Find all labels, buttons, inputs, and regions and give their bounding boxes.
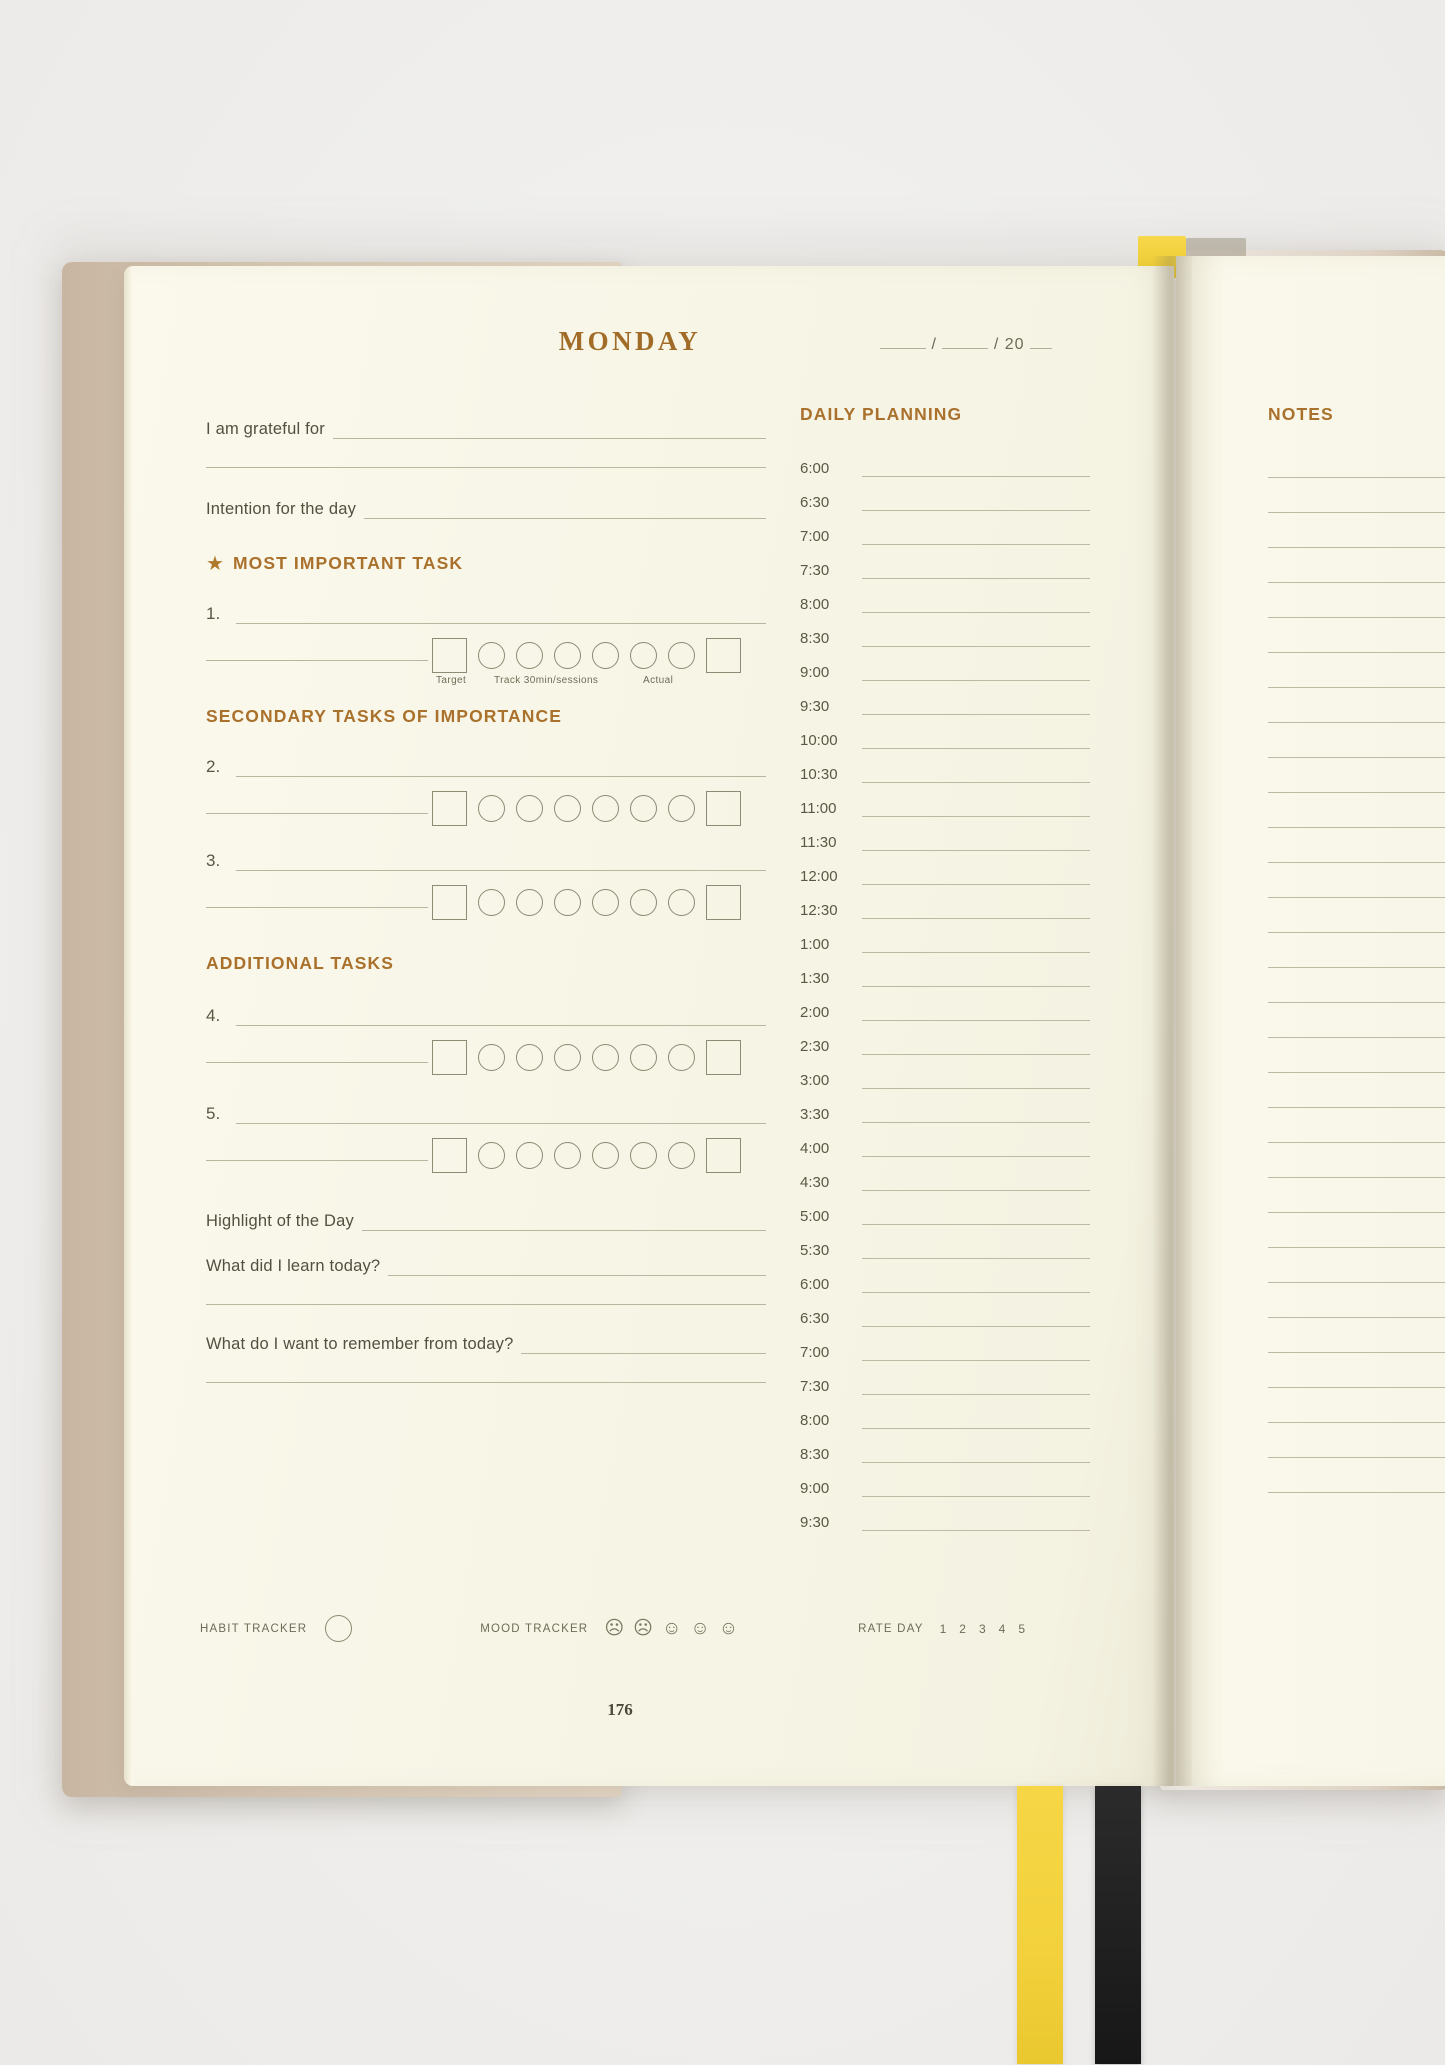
task-row-1[interactable] <box>206 604 766 624</box>
time-slot-row[interactable] <box>800 1429 1090 1463</box>
session-circle-3-3[interactable] <box>554 889 581 916</box>
time-slot-label: 7:00 <box>800 1344 830 1361</box>
time-slot-label: 1:00 <box>800 936 830 953</box>
time-slot-row[interactable] <box>800 443 1090 477</box>
highlight-row[interactable] <box>206 1212 766 1231</box>
time-slot-row[interactable] <box>800 1463 1090 1497</box>
actual-box-1[interactable] <box>706 638 741 673</box>
rate-day-value[interactable]: 3 <box>978 1621 986 1636</box>
note-input-line[interactable] <box>1268 863 1445 898</box>
time-slot-input-line[interactable] <box>862 596 1090 613</box>
date-separator-2: / 20 <box>993 336 1025 353</box>
time-slot-input-line[interactable] <box>862 1106 1090 1123</box>
time-slot-label: 8:00 <box>800 596 830 613</box>
time-slot-row[interactable] <box>800 681 1090 715</box>
time-slot-row[interactable] <box>800 1123 1090 1157</box>
time-slot-label: 9:30 <box>800 1514 830 1531</box>
task-number-5: 5. <box>206 1104 221 1123</box>
session-circle-2-4[interactable] <box>592 795 619 822</box>
remember-input-line[interactable] <box>521 1335 766 1354</box>
session-circle-5-5[interactable] <box>630 1142 657 1169</box>
session-circle-3-5[interactable] <box>630 889 657 916</box>
mood-face-icon[interactable]: ☹ <box>604 1618 625 1639</box>
mood-face-icon[interactable]: ☺ <box>690 1618 710 1639</box>
time-slot-input-line[interactable] <box>862 630 1090 647</box>
time-slot-input-line[interactable] <box>862 1174 1090 1191</box>
time-slot-row[interactable] <box>800 1259 1090 1293</box>
note-input-line[interactable] <box>1268 548 1445 583</box>
note-input-line[interactable] <box>1268 1423 1445 1458</box>
actual-box-3[interactable] <box>706 885 741 920</box>
time-slot-input-line[interactable] <box>862 664 1090 681</box>
note-input-line[interactable] <box>1268 1038 1445 1073</box>
note-input-line[interactable] <box>1268 688 1445 723</box>
session-circle-5-4[interactable] <box>592 1142 619 1169</box>
note-input-line[interactable] <box>1268 933 1445 968</box>
session-circle-1-6[interactable] <box>668 642 695 669</box>
grateful-label: I am grateful for <box>206 420 325 438</box>
time-slot-label: 12:30 <box>800 902 838 919</box>
time-slot-label: 4:00 <box>800 1140 830 1157</box>
time-slot-input-line[interactable] <box>862 732 1090 749</box>
mood-face-icon[interactable]: ☹ <box>633 1618 653 1639</box>
learn-input-line[interactable] <box>388 1257 766 1276</box>
time-slot-row[interactable] <box>800 1361 1090 1395</box>
session-tracker-5[interactable] <box>206 1130 766 1172</box>
session-circle-2-6[interactable] <box>668 795 695 822</box>
time-slot-row[interactable] <box>800 613 1090 647</box>
session-circle-4-1[interactable] <box>478 1044 505 1071</box>
additional-tasks-title: ADDITIONAL TASKS <box>206 953 395 973</box>
time-slot-label: 1:30 <box>800 970 830 987</box>
note-input-line[interactable] <box>1268 1178 1445 1213</box>
tracker-caption-track: Track 30min/sessions <box>494 675 599 686</box>
note-input-line[interactable] <box>1268 723 1445 758</box>
note-input-line[interactable] <box>1268 653 1445 688</box>
learn-input-line-2[interactable] <box>206 1304 766 1305</box>
time-slot-label: 6:00 <box>800 460 830 477</box>
task-row-2[interactable] <box>206 757 766 777</box>
mood-tracker-label: MOOD TRACKER <box>480 1622 589 1635</box>
note-input-line[interactable] <box>1268 758 1445 793</box>
time-slot-input-line[interactable] <box>862 1446 1090 1463</box>
time-slot-row[interactable] <box>800 1225 1090 1259</box>
session-circle-1-2[interactable] <box>516 642 543 669</box>
actual-box-5[interactable] <box>706 1138 741 1173</box>
time-slot-label: 2:30 <box>800 1038 830 1055</box>
page-left-edge <box>124 266 133 1786</box>
session-circle-1-5[interactable] <box>630 642 657 669</box>
note-input-line[interactable] <box>1268 1388 1445 1423</box>
time-slot-row[interactable] <box>800 1089 1090 1123</box>
grateful-row[interactable] <box>206 420 766 439</box>
time-slot-row[interactable] <box>800 715 1090 749</box>
session-circle-4-6[interactable] <box>668 1044 695 1071</box>
time-slot-input-line[interactable] <box>862 970 1090 987</box>
time-slot-label: 10:00 <box>800 732 838 749</box>
notes-title: NOTES <box>1268 404 1334 424</box>
time-slot-label: 6:00 <box>800 1276 830 1293</box>
time-slot-row[interactable] <box>800 1021 1090 1055</box>
tracker-caption-actual: Actual <box>643 675 674 686</box>
session-circle-4-4[interactable] <box>592 1044 619 1071</box>
rate-day-values[interactable] <box>940 1622 1025 1636</box>
notes-column <box>1268 404 1445 1493</box>
session-tracker-1[interactable] <box>206 630 766 686</box>
time-slot-row[interactable] <box>800 477 1090 511</box>
time-slot-label: 5:30 <box>800 1242 830 1259</box>
time-slot-input-line[interactable] <box>862 1344 1090 1361</box>
task-input-line-1b[interactable] <box>206 660 428 661</box>
left-column <box>206 420 766 1383</box>
note-input-line[interactable] <box>1268 1213 1445 1248</box>
time-slot-input-line[interactable] <box>862 834 1090 851</box>
tracker-boxes-2[interactable] <box>432 791 741 826</box>
session-circle-4-3[interactable] <box>554 1044 581 1071</box>
time-slot-row[interactable] <box>800 647 1090 681</box>
time-slot-row[interactable] <box>800 1293 1090 1327</box>
note-input-line[interactable] <box>1268 478 1445 513</box>
time-slot-row[interactable] <box>800 919 1090 953</box>
note-input-line[interactable] <box>1268 898 1445 933</box>
rate-day-value[interactable]: 1 <box>939 1621 947 1636</box>
rate-day-value[interactable]: 5 <box>1018 1621 1026 1636</box>
time-slot-input-line[interactable] <box>862 1208 1090 1225</box>
time-slot-input-line[interactable] <box>862 1276 1090 1293</box>
time-slot-label: 10:30 <box>800 766 838 783</box>
time-slot-label: 2:00 <box>800 1004 830 1021</box>
target-box-3[interactable] <box>432 885 467 920</box>
task-row-4[interactable] <box>206 1006 766 1026</box>
note-input-line[interactable] <box>1268 1353 1445 1388</box>
page-number: 176 <box>607 1700 633 1719</box>
time-slot-label: 11:00 <box>800 800 837 817</box>
time-slot-input-line[interactable] <box>862 936 1090 953</box>
rate-day-label: RATE DAY <box>858 1622 924 1635</box>
secondary-tasks-title: SECONDARY TASKS OF IMPORTANCE <box>206 706 562 726</box>
session-circle-3-1[interactable] <box>478 889 505 916</box>
time-slot-label: 3:00 <box>800 1072 830 1089</box>
time-slot-row[interactable] <box>800 1055 1090 1089</box>
time-slot-label: 11:30 <box>800 834 837 851</box>
footer-trackers <box>200 1615 1100 1642</box>
session-circle-3-4[interactable] <box>592 889 619 916</box>
time-slot-label: 6:30 <box>800 494 830 511</box>
time-slot-label: 7:00 <box>800 528 830 545</box>
time-slot-input-line[interactable] <box>862 902 1090 919</box>
task-number-2: 2. <box>206 757 221 776</box>
note-input-line[interactable] <box>1268 1073 1445 1108</box>
task-row-3[interactable] <box>206 851 766 871</box>
time-slot-row[interactable] <box>800 953 1090 987</box>
task-input-line-2b[interactable] <box>206 813 428 814</box>
notes-lines <box>1268 443 1445 1493</box>
task-number-1: 1. <box>206 604 221 623</box>
daily-planning-slots <box>800 443 1090 1531</box>
intention-input-line[interactable] <box>364 500 766 519</box>
date-separator-1: / <box>931 336 937 353</box>
time-slot-label: 3:30 <box>800 1106 830 1123</box>
daily-planning-column <box>800 404 1090 1531</box>
target-box-1[interactable] <box>432 638 467 673</box>
time-slot-input-line[interactable] <box>862 766 1090 783</box>
time-slot-row[interactable] <box>800 783 1090 817</box>
tracker-boxes-1[interactable] <box>432 638 741 673</box>
time-slot-input-line[interactable] <box>862 1004 1090 1021</box>
remember-row[interactable] <box>206 1335 766 1354</box>
time-slot-row[interactable] <box>800 1327 1090 1361</box>
target-box-5[interactable] <box>432 1138 467 1173</box>
time-slot-input-line[interactable] <box>862 1378 1090 1395</box>
note-input-line[interactable] <box>1268 1003 1445 1038</box>
date-month-blank[interactable] <box>942 348 988 349</box>
mood-tracker-faces[interactable] <box>604 1619 738 1638</box>
learn-row[interactable] <box>206 1257 766 1276</box>
session-circle-3-2[interactable] <box>516 889 543 916</box>
time-slot-label: 9:00 <box>800 664 830 681</box>
actual-box-2[interactable] <box>706 791 741 826</box>
note-input-line[interactable] <box>1268 968 1445 1003</box>
daily-planning-title: DAILY PLANNING <box>800 404 963 424</box>
time-slot-row[interactable] <box>800 1395 1090 1429</box>
time-slot-input-line[interactable] <box>862 868 1090 885</box>
session-circle-4-2[interactable] <box>516 1044 543 1071</box>
session-circle-5-3[interactable] <box>554 1142 581 1169</box>
time-slot-label: 6:30 <box>800 1310 830 1327</box>
time-slot-row[interactable] <box>800 1191 1090 1225</box>
task-input-line-1[interactable] <box>236 607 766 624</box>
bookmark-ribbon-black <box>1095 1786 1141 2064</box>
session-circle-5-2[interactable] <box>516 1142 543 1169</box>
session-circle-5-6[interactable] <box>668 1142 695 1169</box>
remember-label: What do I want to remember from today? <box>206 1335 514 1353</box>
session-tracker-3[interactable] <box>206 877 766 919</box>
mood-face-icon[interactable]: ☺ <box>718 1618 739 1639</box>
time-slot-label: 8:30 <box>800 1446 830 1463</box>
task-number-3: 3. <box>206 851 221 870</box>
session-circle-2-5[interactable] <box>630 795 657 822</box>
learn-label: What did I learn today? <box>206 1257 381 1275</box>
time-slot-input-line[interactable] <box>862 1072 1090 1089</box>
task-input-line-4b[interactable] <box>206 1062 428 1063</box>
time-slot-row[interactable] <box>800 851 1090 885</box>
time-slot-input-line[interactable] <box>862 1038 1090 1055</box>
grateful-input-line[interactable] <box>333 420 766 439</box>
time-slot-label: 5:00 <box>800 1208 830 1225</box>
time-slot-input-line[interactable] <box>862 562 1090 579</box>
target-box-4[interactable] <box>432 1040 467 1075</box>
task-input-line-5b[interactable] <box>206 1160 428 1161</box>
session-circle-1-1[interactable] <box>478 642 505 669</box>
tracker-boxes-5[interactable] <box>432 1138 741 1173</box>
session-tracker-2[interactable] <box>206 783 766 825</box>
intention-row[interactable] <box>206 500 766 519</box>
note-input-line[interactable] <box>1268 583 1445 618</box>
time-slot-input-line[interactable] <box>862 460 1090 477</box>
note-input-line[interactable] <box>1268 1143 1445 1178</box>
note-input-line[interactable] <box>1268 1318 1445 1353</box>
session-circle-4-5[interactable] <box>630 1044 657 1071</box>
remember-input-line-2[interactable] <box>206 1382 766 1383</box>
session-circle-2-2[interactable] <box>516 795 543 822</box>
task-input-line-4[interactable] <box>236 1009 766 1026</box>
note-input-line[interactable] <box>1268 1108 1445 1143</box>
session-circle-5-1[interactable] <box>478 1142 505 1169</box>
tracker-caption-target: Target <box>436 675 467 686</box>
date-year-blank[interactable] <box>1030 348 1052 349</box>
note-input-line[interactable] <box>1268 618 1445 653</box>
time-slot-row[interactable] <box>800 987 1090 1021</box>
date-day-blank[interactable] <box>880 348 926 349</box>
rate-day-value[interactable]: 2 <box>959 1621 966 1636</box>
target-box-2[interactable] <box>432 791 467 826</box>
task-number-4: 4. <box>206 1006 221 1025</box>
time-slot-input-line[interactable] <box>862 1514 1090 1531</box>
note-input-line[interactable] <box>1268 828 1445 863</box>
tracker-boxes-4[interactable] <box>432 1040 741 1075</box>
time-slot-label: 9:00 <box>800 1480 830 1497</box>
time-slot-row[interactable] <box>800 545 1090 579</box>
time-slot-label: 4:30 <box>800 1174 830 1191</box>
time-slot-row[interactable] <box>800 1157 1090 1191</box>
time-slot-row[interactable] <box>800 817 1090 851</box>
time-slot-row[interactable] <box>800 511 1090 545</box>
note-input-line[interactable] <box>1268 443 1445 478</box>
session-tracker-4[interactable] <box>206 1032 766 1074</box>
time-slot-row[interactable] <box>800 885 1090 919</box>
bookmark-ribbon-yellow <box>1017 1786 1063 2064</box>
time-slot-input-line[interactable] <box>862 698 1090 715</box>
note-input-line[interactable] <box>1268 793 1445 828</box>
time-slot-input-line[interactable] <box>862 1140 1090 1157</box>
time-slot-input-line[interactable] <box>862 494 1090 511</box>
task-input-line-5[interactable] <box>236 1107 766 1124</box>
task-input-line-3[interactable] <box>236 854 766 871</box>
session-circle-2-3[interactable] <box>554 795 581 822</box>
time-slot-input-line[interactable] <box>862 1412 1090 1429</box>
time-slot-input-line[interactable] <box>862 1480 1090 1497</box>
time-slot-label: 12:00 <box>800 868 838 885</box>
time-slot-input-line[interactable] <box>862 800 1090 817</box>
time-slot-row[interactable] <box>800 579 1090 613</box>
book-gutter-shadow <box>1152 256 1192 1786</box>
actual-box-4[interactable] <box>706 1040 741 1075</box>
time-slot-label: 7:30 <box>800 1378 830 1395</box>
time-slot-row[interactable] <box>800 749 1090 783</box>
highlight-input-line[interactable] <box>362 1212 766 1231</box>
session-circle-1-3[interactable] <box>554 642 581 669</box>
most-important-task-title: MOST IMPORTANT TASK <box>232 553 464 573</box>
highlight-label: Highlight of the Day <box>206 1212 354 1230</box>
session-circle-3-6[interactable] <box>668 889 695 916</box>
note-input-line[interactable] <box>1268 1283 1445 1318</box>
rate-day-value[interactable]: 4 <box>998 1621 1006 1636</box>
grateful-input-line-2[interactable] <box>206 467 766 468</box>
note-input-line[interactable] <box>1268 513 1445 548</box>
habit-tracker-label: HABIT TRACKER <box>200 1622 308 1635</box>
time-slot-label: 8:30 <box>800 630 830 647</box>
time-slot-label: 7:30 <box>800 562 830 579</box>
time-slot-row[interactable] <box>800 1497 1090 1531</box>
date-field[interactable] <box>880 336 1110 354</box>
tracker-boxes-3[interactable] <box>432 885 741 920</box>
time-slot-label: 8:00 <box>800 1412 830 1429</box>
weekday-label: MONDAY <box>558 326 702 356</box>
habit-tracker-circle[interactable] <box>325 1615 352 1642</box>
most-important-task-heading <box>206 553 766 574</box>
note-input-line[interactable] <box>1268 1248 1445 1283</box>
task-input-line-3b[interactable] <box>206 907 428 908</box>
page-title <box>470 326 790 357</box>
task-input-line-2[interactable] <box>236 760 766 777</box>
time-slot-input-line[interactable] <box>862 1310 1090 1327</box>
time-slot-input-line[interactable] <box>862 528 1090 545</box>
star-icon: ★ <box>206 552 224 575</box>
task-row-5[interactable] <box>206 1104 766 1124</box>
intention-label: Intention for the day <box>206 500 357 518</box>
note-input-line[interactable] <box>1268 1458 1445 1493</box>
mood-face-icon[interactable]: ☺ <box>661 1618 682 1639</box>
time-slot-label: 9:30 <box>800 698 830 715</box>
time-slot-input-line[interactable] <box>862 1242 1090 1259</box>
session-circle-2-1[interactable] <box>478 795 505 822</box>
session-circle-1-4[interactable] <box>592 642 619 669</box>
